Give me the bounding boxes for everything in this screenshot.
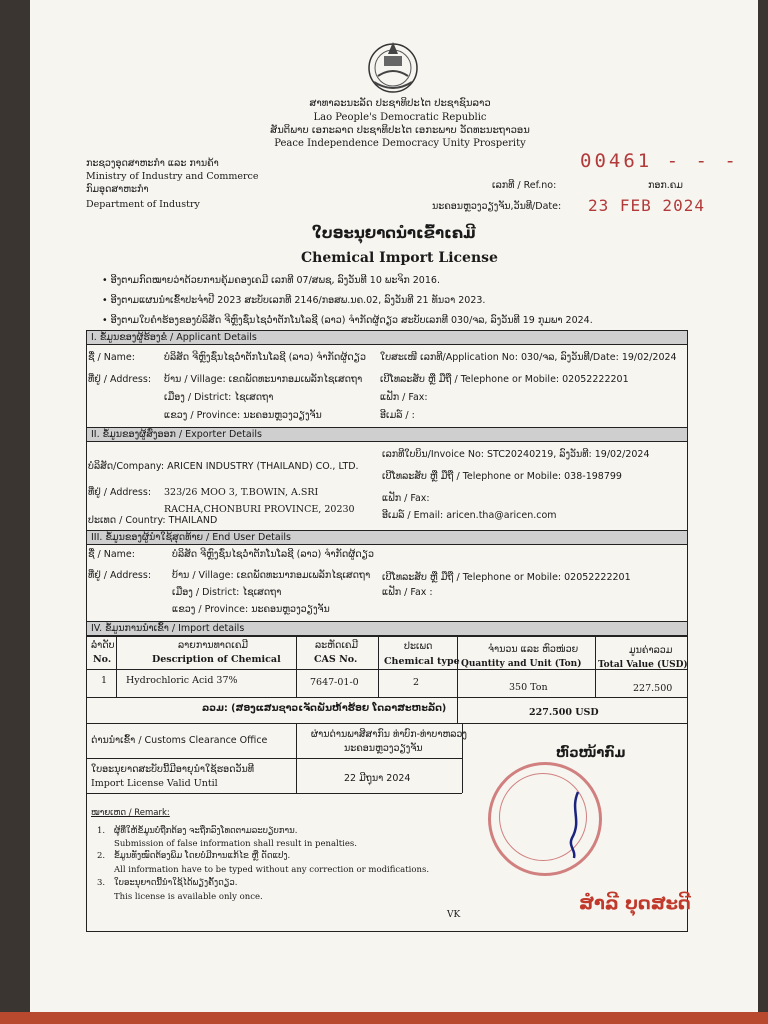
table-rule: [86, 758, 462, 759]
col-desc: Description of Chemical: [152, 654, 281, 665]
exporter-email: ອີເມລ໌ / Email: aricen.tha@aricen.com: [382, 510, 557, 521]
ref-label: ເລກທີ / Ref.no:: [492, 180, 557, 191]
col-type: Chemical type: [384, 656, 460, 667]
remark-number: 2.: [97, 851, 106, 861]
applicant-name-label: ຊື່ / Name:: [88, 352, 135, 363]
republic-lao: ສາທາລະນະລັດ ປະຊາທິປະໄຕ ປະຊາຊົນລາວ: [309, 98, 491, 109]
national-emblem-icon: [362, 36, 424, 96]
serial-number: 00461 - - -: [580, 150, 739, 172]
customs-office-1: ຜ່ານດ່ານພາສີສາກົນ ທ່າບົກ-ທ່າບາຫລວງ: [311, 729, 467, 740]
enduser-province: ແຂວງ / Province: ນະຄອນຫຼວງວຽງຈັນ: [172, 604, 330, 615]
motto-lao: ສັນຕິພາບ ເອກະລາດ ປະຊາທິປະໄຕ ເອກະພາບ ວັດທະນະຖາວອນ: [270, 125, 530, 136]
reference-2: • ອີງຕາມແຜນນຳເຂົ້າປະຈຳປີ 2023 ສະບັບເລກທີ 2146/ກອສພ.ນຄ.02, ລົງວັນທີ 21 ທັນວາ 2023.: [102, 295, 486, 306]
row-description: Hydrochloric Acid 37%: [126, 675, 238, 686]
validity-label-lao: ໃບອະນຸຍາດສະບັບນີ້ມີອາຍຸນຳໃຊ້ຮອດວັນທີ: [91, 764, 255, 775]
customs-office-2: ນະຄອນຫຼວງວຽງຈັນ: [344, 743, 423, 754]
table-rule: [86, 697, 688, 698]
validity-label-en: Import License Valid Until: [91, 778, 218, 789]
section-import-head: IV. ຂໍ້ມູນການນຳເຂົ້າ / Import details: [86, 621, 688, 636]
col-no-lao: ລຳດັບ: [91, 640, 115, 651]
col-cas: CAS No.: [314, 654, 358, 665]
col-qty: Quantity and Unit (Ton): [461, 659, 582, 669]
remark-item: All information have to be typed without any correction or modifications.: [114, 865, 430, 875]
exporter-country: ປະເທດ / Country: THAILAND: [88, 515, 218, 526]
title-lao: ໃບອະນຸຍາດນຳເຂົ້າເຄມີ: [312, 224, 476, 242]
applicant-village: ບ້ານ / Village: ເຂດພັດທະນາກອມເພລັກໄຊເສດຖາ: [164, 374, 363, 385]
applicant-district: ເມືອງ / District: ໄຊເສດຖາ: [164, 392, 274, 403]
ministry-en: Ministry of Industry and Commerce: [86, 171, 259, 182]
remark-item: ໃບອະນຸຍາດນີ້ນຳໃຊ້ໄດ້ພຽງຄັ້ງດຽວ.: [114, 878, 238, 888]
row-quantity: 350 Ton: [509, 682, 548, 693]
enduser-fax: ແຟັກ / Fax :: [382, 587, 433, 598]
total-label: ລວມ: (ສອງແສນຊາວເຈັດພັນຫ້າຮ້ອຍ ໂດລາສະຫະລັດ): [202, 703, 447, 714]
section-enduser-head: III. ຂໍ້ມູນຂອງຜູ້ນຳໃຊ້ສຸດທ້າຍ / End User Details: [86, 530, 688, 545]
table-rule: [116, 636, 117, 697]
enduser-district: ເມືອງ / District: ໄຊເສດຖາ: [172, 587, 282, 598]
remark-head: ໝາຍເຫດ / Remark:: [91, 808, 170, 818]
col-val: Total Value (USD): [598, 660, 688, 670]
table-rule: [86, 793, 462, 794]
row-type: 2: [413, 677, 420, 688]
table-rule: [457, 697, 458, 723]
table-rule: [86, 723, 688, 724]
date-stamp: 23 FEB 2024: [588, 196, 705, 215]
applicant-phone: ເບີໂທລະສັບ ຫຼື ມືຖື / Telephone or Mobile: 02052222201: [380, 374, 629, 385]
row-no: 1: [101, 675, 108, 686]
applicant-province: ແຂວງ / Province: ນະຄອນຫຼວງວຽງຈັນ: [164, 410, 322, 421]
row-cas: 7647-01-0: [310, 677, 359, 688]
remark-item: Submission of false information shall result in penalties.: [114, 839, 357, 849]
table-rule: [378, 636, 379, 697]
col-cas-lao: ລະຫັດເຄມີ: [315, 640, 359, 651]
customs-office-label: ດ່ານນຳເຂົ້າ / Customs Clearance Office: [91, 735, 268, 746]
total-value: 227.500 USD: [529, 707, 599, 718]
table-rule: [595, 636, 596, 697]
dept-en: Department of Industry: [86, 199, 200, 210]
reference-3: • ອີງຕາມໃບຄຳຮ້ອງຂອງບໍລິສັດ ຈີຫຼົງຊົ່ນໄຊວໍ່າຕັກໂນໂລຊີ (ລາວ) ຈຳກັດຜູ້ດຽວ ສະບັບເລກທີ 030/ຈລ, ລົງວັນທີ 19 ກຸມພາ 2024.: [102, 315, 593, 326]
exporter-address-label: ທີ່ຢູ່ / Address:: [88, 487, 152, 498]
applicant-fax: ແຟັກ / Fax:: [380, 392, 428, 403]
background-band: [0, 1012, 768, 1024]
director-label: ຫົວໜ້າກົມ: [556, 746, 626, 761]
ministry-lao: ກະຊວງອຸດສາຫະກຳ ແລະ ການຄ້າ: [86, 158, 219, 169]
remark-item: This license is available only once.: [114, 892, 263, 902]
date-label: ນະຄອນຫຼວງວຽງຈັນ,ວັນທີ/Date:: [432, 201, 562, 212]
table-rule: [296, 636, 297, 697]
remark-number: 3.: [97, 878, 106, 888]
row-value: 227.500: [633, 683, 673, 694]
exporter-address-2: RACHA,CHONBURI PROVINCE, 20230: [164, 504, 355, 515]
enduser-address-label: ທີ່ຢູ່ / Address:: [88, 570, 152, 581]
validity-date: 22 ມີຖຸນາ 2024: [344, 773, 411, 784]
exporter-address-1: 323/26 MOO 3, T.BOWIN, A.SRI: [164, 487, 319, 498]
remark-item: ຜູ້ທີ່ໃຫ້ຂໍ້ມູນບໍ່ຖືກຕ້ອງ ຈະຖືກລົງໂທດຕາມລະບຽບການ.: [114, 826, 298, 836]
exporter-fax: ແຟັກ / Fax:: [382, 493, 430, 504]
exporter-invoice: ເລກທີໃບບິນ/Invoice No: STC20240219, ລົງວັນທີ: 19/02/2024: [382, 449, 650, 460]
section-applicant-head: I. ຂໍ້ມູນຂອງຜູ້ຮ້ອງຂໍ / Applicant Details: [86, 330, 688, 345]
remark-item: ຂໍ້ມູນທັງໝົດຕ້ອງພິມ ໂດຍບໍ່ມີການແກ້ໄຂ ຫຼື ດັດແປງ.: [114, 851, 291, 861]
applicant-address-label: ທີ່ຢູ່ / Address:: [88, 374, 152, 385]
applicant-email: ອີເມລ໌ / :: [380, 410, 415, 421]
col-val-lao: ມູນຄ່າລວມ: [629, 645, 673, 656]
enduser-phone: ເບີໂທລະສັບ ຫຼື ມືຖື / Telephone or Mobile: 02052222201: [382, 572, 631, 583]
application-no: ໃບສະເໜີ ເລກທີ/Application No: 030/ຈລ, ລົງວັນທີ/Date: 19/02/2024: [380, 352, 677, 363]
applicant-name: ບໍລິສັດ ຈີຫຼົງຊົ່ນໄຊວໍ່າຕັກໂນໂລຊີ (ລາວ) ຈຳກັດຜູ້ດຽວ: [164, 352, 366, 363]
table-rule: [86, 636, 688, 637]
enduser-name: ບໍລິສັດ ຈີຫຼົງຊົ່ນໄຊວໍ່າຕັກໂນໂລຊີ (ລາວ) ຈຳກັດຜູ້ດຽວ: [172, 549, 374, 560]
title-en: Chemical Import License: [301, 250, 498, 266]
section-exporter-head: II. ຂໍ້ມູນຂອງຜູ້ສົ່ງອອກ / Exporter Details: [86, 427, 688, 442]
reference-1: • ອີງຕາມກົດໝາຍວ່າດ້ວຍການຄຸ້ມຄອງເຄມີ ເລກທີ 07/ສພຊ, ລົງວັນທີ 10 ພະຈິກ 2016.: [102, 275, 440, 286]
exporter-company: ບໍລິສັດ/Company: ARICEN INDUSTRY (THAILAND) CO., LTD.: [88, 461, 359, 472]
signer-name: ສຳລີ ບຸດສະດີ: [579, 893, 691, 914]
motto-en: Peace Independence Democracy Unity Prosperity: [274, 138, 526, 149]
col-no: No.: [93, 654, 112, 665]
ref-suffix: ກອກ.ຄມ: [648, 180, 683, 191]
col-type-lao: ປະເພດ: [404, 641, 433, 652]
col-desc-lao: ລາຍການທາດເຄມີ: [178, 640, 249, 651]
enduser-village: ບ້ານ / Village: ເຂດພັດທະນາກອມເພລັກໄຊເສດຖາ: [172, 570, 371, 581]
republic-en: Lao People's Democratic Republic: [313, 112, 487, 123]
col-qty-lao: ຈຳນວນ ແລະ ຫົວໜ່ວຍ: [488, 644, 579, 655]
handwritten-signature-icon: [560, 790, 590, 860]
remark-number: 1.: [97, 826, 106, 836]
dept-lao: ກົມອຸດສາຫະກຳ: [86, 184, 149, 195]
enduser-name-label: ຊື່ / Name:: [88, 549, 135, 560]
exporter-phone: ເບີໂທລະສັບ ຫຼື ມືຖື / Telephone or Mobile: 038-198799: [382, 471, 622, 482]
initials-mark: VK: [447, 910, 461, 920]
